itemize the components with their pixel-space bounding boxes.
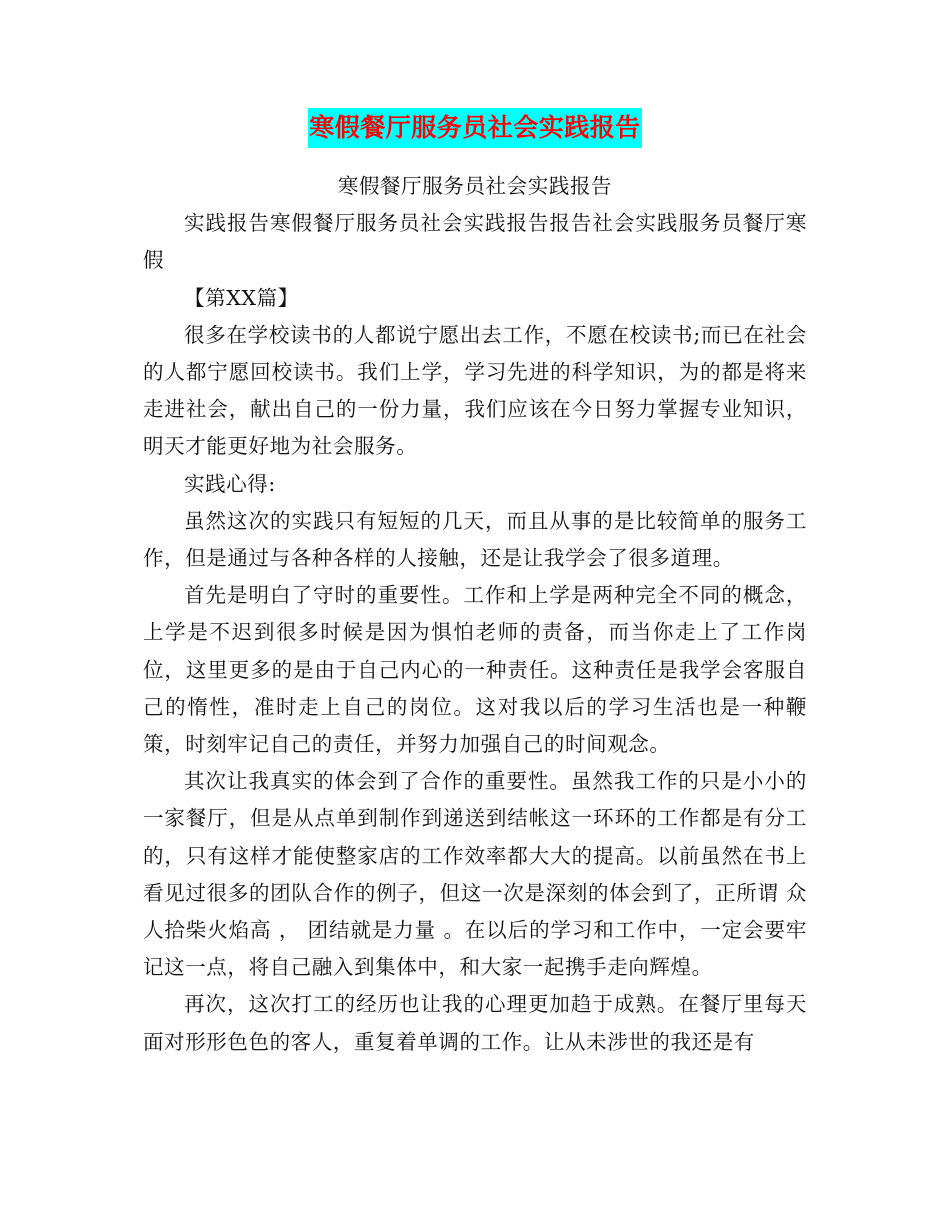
body-paragraph: 其次让我真实的体会到了合作的重要性。虽然我工作的只是小小的一家餐厅，但是从点单到制作到递送到结帐这一环环的工作都是有分工的，只有这样才能使整家店的工作效率都大大的提高。以前虽然在书上看见过很多的团队合作的例子，但这一次是深刻的体会到了，正所谓 众人拾柴火焰高 ， 团结就是力量 。在以后的学习和工作中，一定会要牢记这一点，将自己融入到集体中，和大家一起携手走向辉煌。 [143,769,807,980]
section-label: 【第XX篇】 [184,285,299,310]
keywords-paragraph: 实践报告寒假餐厅服务员社会实践报告报告社会实践服务员餐厅寒假 [143,211,807,273]
document-subtitle: 寒假餐厅服务员社会实践报告 [337,174,613,198]
document-body [143,168,807,1061]
body-paragraph: 很多在学校读书的人都说宁愿出去工作，不愿在校读书;而已在社会的人都宁愿回校读书。我们上学，学习先进的科学知识，为的都是将来走进社会，献出自己的一份力量，我们应该在今日努力掌握专业知识，明天才能更好地为社会服务。 [143,322,807,459]
document-title-text: 寒假餐厅服务员社会实践报告 [308,108,642,148]
body-paragraph: 首先是明白了守时的重要性。工作和上学是两种完全不同的概念，上学是不迟到很多时候是因为惧怕老师的责备，而当你走上了工作岗位，这里更多的是由于自己内心的一种责任。这种责任是我学会客服自己的惰性，准时走上自己的岗位。这对我以后的学习生活也是一种鞭策，时刻牢记自己的责任，并努力加强自己的时间观念。 [143,583,807,757]
body-paragraph: 虽然这次的实践只有短短的几天，而且从事的是比较简单的服务工作，但是通过与各种各样的人接触，还是让我学会了很多道理。 [143,508,807,571]
section-heading: 实践心得: [184,471,276,496]
body-paragraph: 再次，这次打工的经历也让我的心理更加趋于成熟。在餐厅里每天面对形形色色的客人，重复着单调的工作。让从未涉世的我还是有 [143,992,807,1054]
document-title [0,108,950,151]
